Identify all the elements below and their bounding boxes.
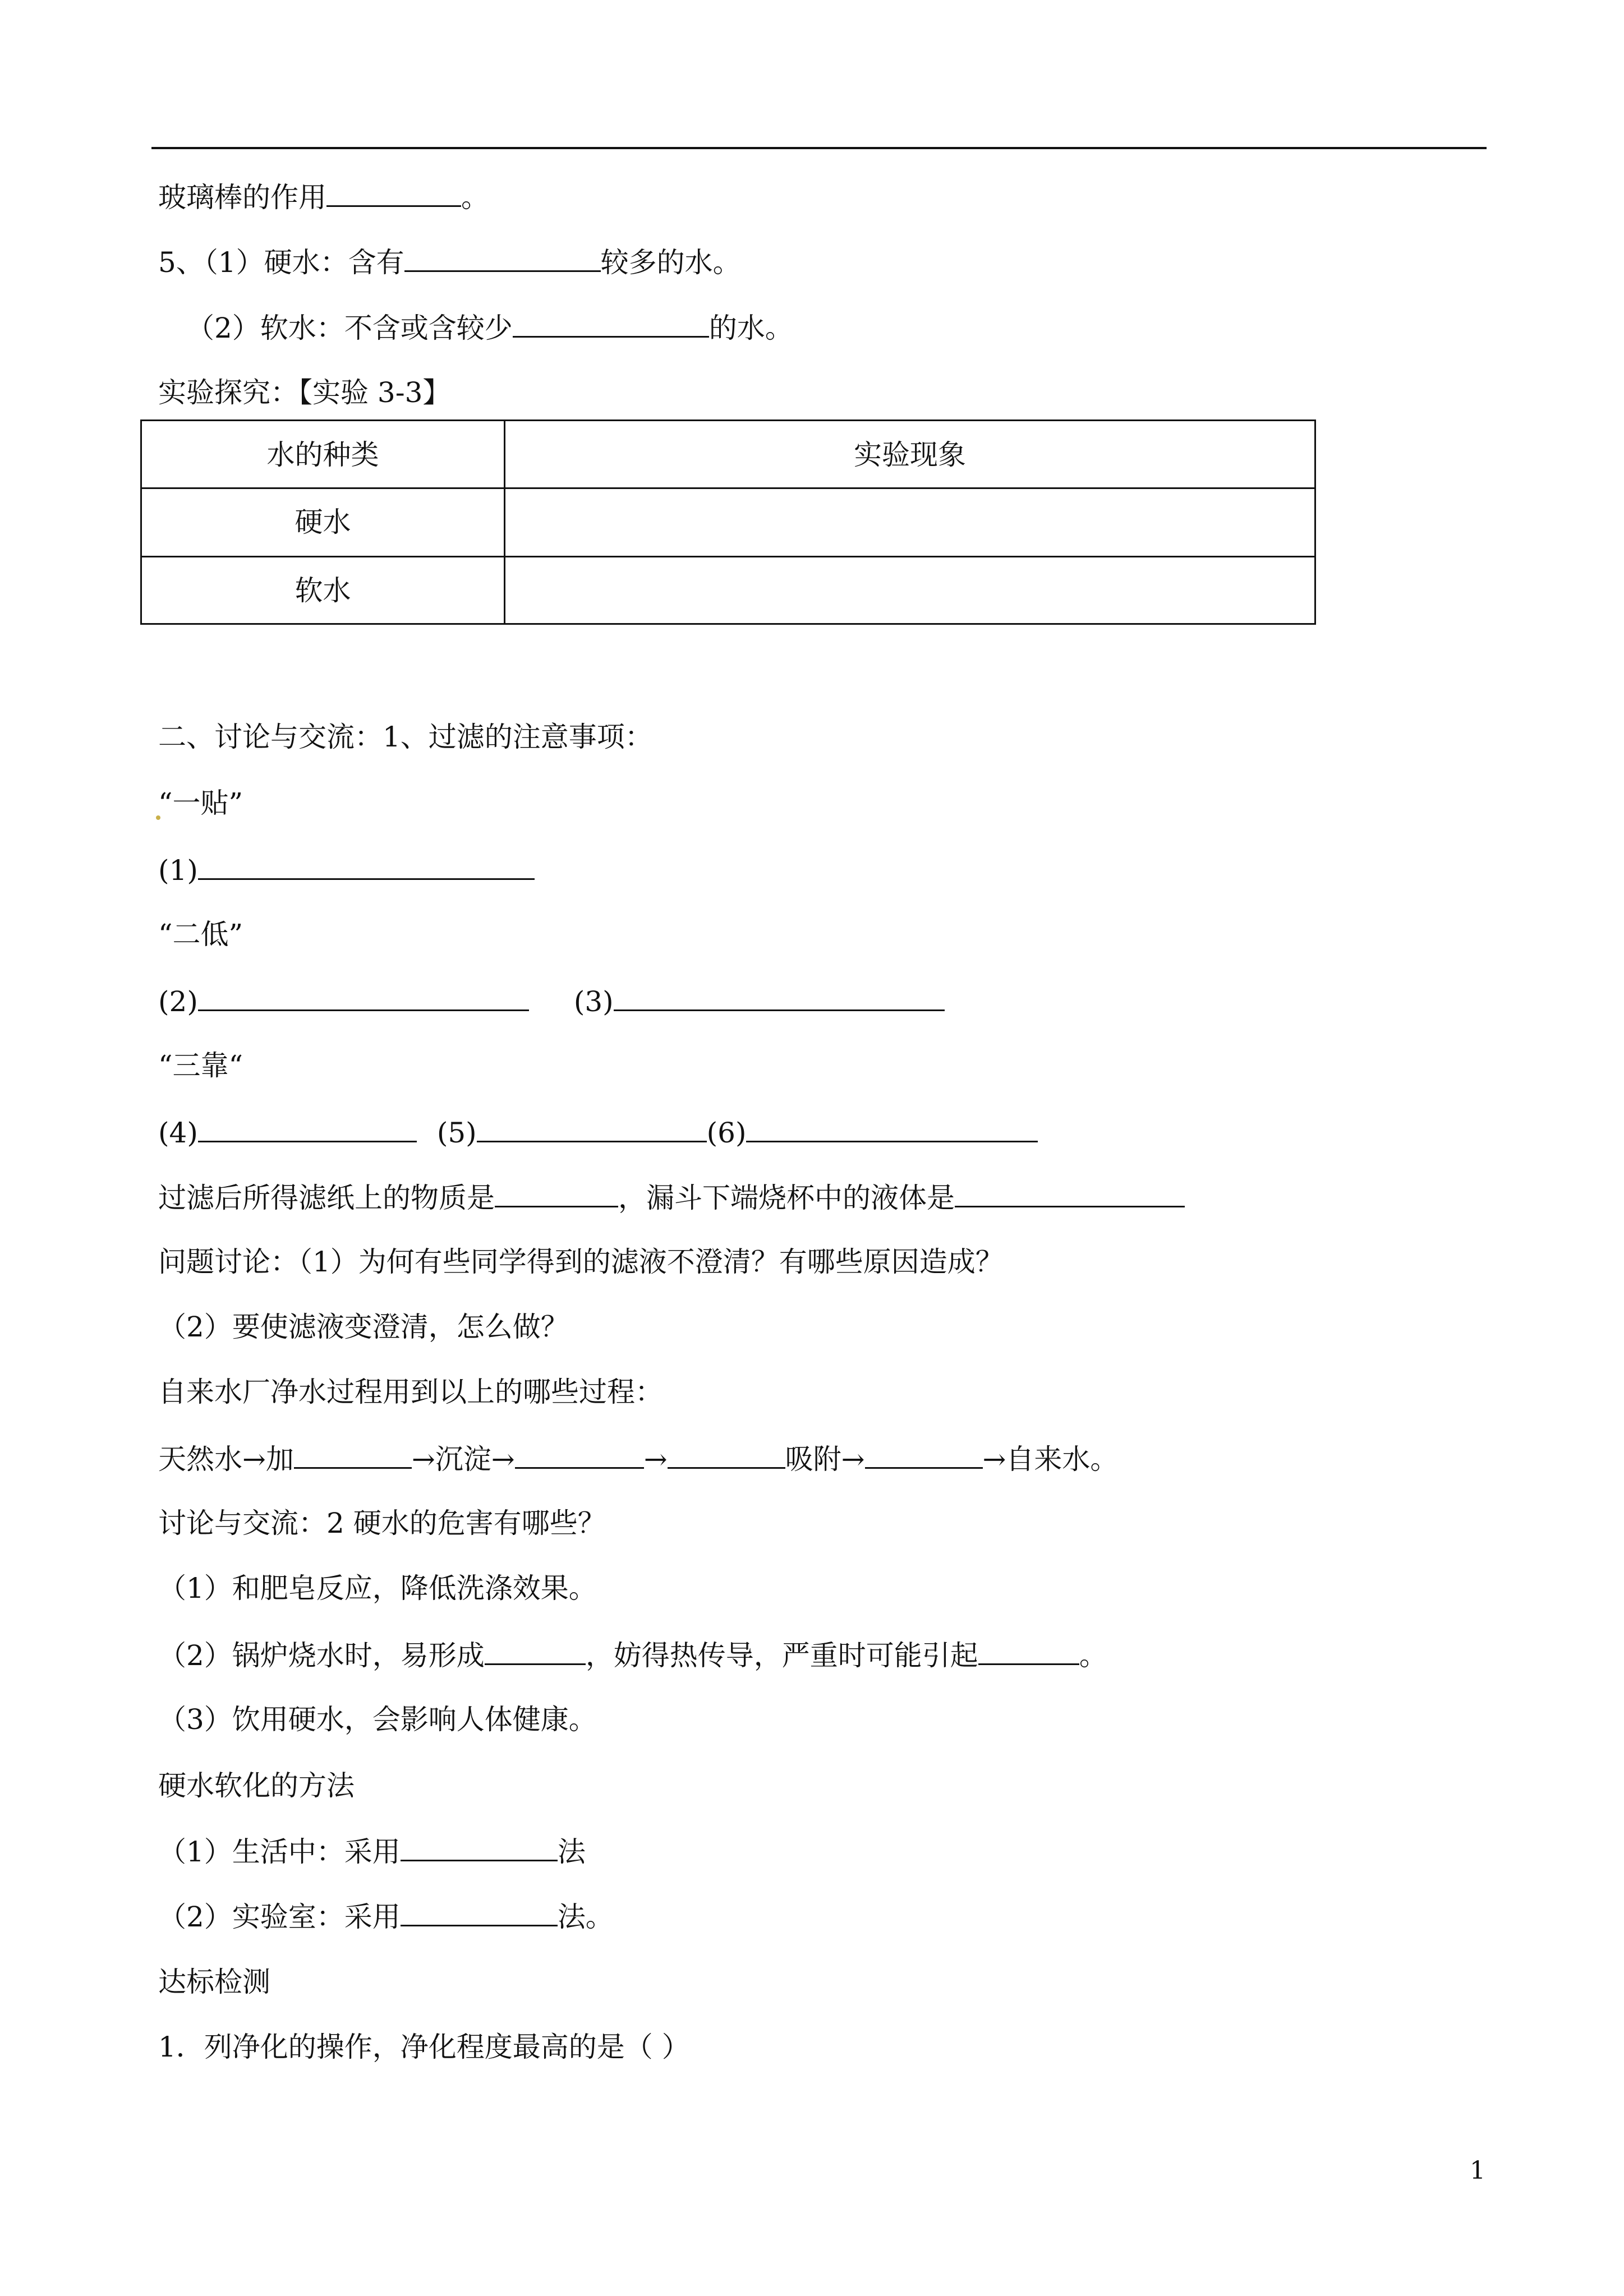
table-header-observation: 实验现象 [854, 439, 966, 471]
answer-blank[interactable] [294, 1441, 412, 1469]
harm-2-line: （2）锅炉烧水时，易形成 ，妨得热传导，严重时可能引起 。 [158, 1638, 1107, 1672]
table-divider [142, 556, 1314, 557]
softening-daily-line: （1）生活中：采用 法 [158, 1834, 586, 1869]
answer-blank[interactable] [198, 852, 535, 880]
assessment-question-1: 1．列净化的操作，净化程度最高的是（ ） [158, 2031, 690, 2063]
answer-blank[interactable] [198, 1115, 417, 1142]
three-lean-label: “三靠“ [158, 1049, 243, 1082]
harm-1-line: （1）和肥皂反应，降低洗涤效果。 [158, 1572, 597, 1605]
table-header-water-type: 水的种类 [266, 439, 379, 471]
filter-result-line: 过滤后所得滤纸上的物质是 ，漏斗下端烧杯中的液体是 [158, 1180, 1185, 1215]
hard-water-harm-heading: 讨论与交流：2 硬水的危害有哪些？ [158, 1507, 606, 1539]
answer-blank[interactable] [614, 984, 945, 1011]
answer-blank[interactable] [513, 310, 709, 338]
answer-blank[interactable] [404, 245, 601, 272]
table-cell-soft-water: 软水 [295, 574, 351, 607]
assessment-heading: 达标检测 [158, 1966, 270, 1998]
answer-blank[interactable] [955, 1180, 1185, 1207]
harm-3-line: （3）饮用硬水，会影响人体健康。 [158, 1703, 597, 1736]
softening-heading: 硬水软化的方法 [158, 1769, 355, 1802]
answer-blank[interactable] [485, 1638, 586, 1665]
waterworks-process-line: 天然水→加 →沉淀→ → 吸附→ →自来水。 [158, 1441, 1118, 1476]
item-2-3-line: (2) (3) [158, 984, 945, 1018]
one-stick-label: “一贴” [158, 786, 243, 820]
glass-rod-line: 玻璃棒的作用 。 [158, 179, 489, 214]
two-low-label: “二低” [158, 918, 243, 951]
header-rule [151, 147, 1487, 149]
experiment-heading: 实验探究：【实验 3-3】 [158, 376, 451, 409]
answer-blank[interactable] [515, 1441, 644, 1469]
answer-blank[interactable] [865, 1441, 983, 1469]
answer-blank[interactable] [495, 1180, 618, 1207]
page-number: 1 [1470, 2156, 1485, 2185]
answer-blank[interactable] [477, 1115, 707, 1142]
answer-blank[interactable] [326, 179, 461, 207]
hard-water-line: 5、（1）硬水：含有 较多的水。 [158, 245, 741, 279]
question-2-line: （2）要使滤液变澄清，怎么做？ [158, 1311, 569, 1343]
waterworks-heading: 自来水厂净水过程用到以上的哪些过程： [158, 1376, 663, 1408]
table-divider [142, 487, 1314, 489]
discussion-heading: 二、讨论与交流：1、过滤的注意事项： [158, 721, 653, 753]
question-1-line: 问题讨论：（1）为何有些同学得到的滤液不澄清？有哪些原因造成？ [158, 1246, 1004, 1278]
answer-blank[interactable] [401, 1899, 558, 1926]
soft-water-line: （2）软水：不含或含较少 的水。 [186, 310, 793, 345]
answer-blank[interactable] [746, 1115, 1038, 1142]
experiment-table [140, 419, 1316, 625]
answer-blank[interactable] [668, 1441, 785, 1469]
answer-blank[interactable] [198, 984, 529, 1011]
answer-blank[interactable] [978, 1638, 1079, 1665]
item-1-line: (1) [158, 852, 535, 887]
softening-lab-line: （2）实验室：采用 法。 [158, 1899, 614, 1934]
item-4-5-6-line: (4) (5) (6) [158, 1115, 1038, 1150]
answer-blank[interactable] [401, 1834, 558, 1861]
table-cell-hard-water: 硬水 [295, 506, 351, 538]
